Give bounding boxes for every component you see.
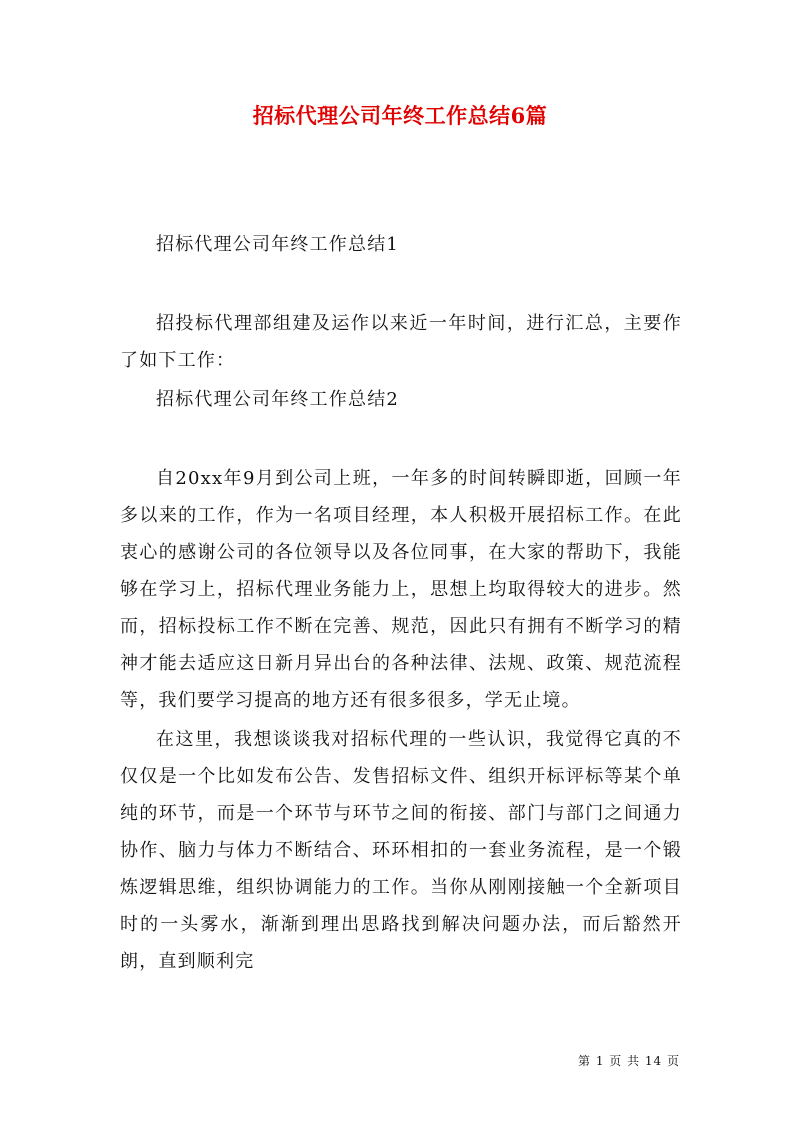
section-heading-2: 招标代理公司年终工作总结2 bbox=[156, 389, 400, 410]
section-heading-1: 招标代理公司年终工作总结1 bbox=[156, 234, 400, 255]
paragraph-body-2: 在这里，我想谈谈我对招标代理的一些认识，我觉得它真的不仅仅是一个比如发布公告、发售招标文件、组织开标评标等某个单纯的环节，而是一个环节与环节之间的衔接、部门与部门之间通力协作、脑力与体力不断结合、环环相扣的一套业务流程，是一个锻炼逻辑思维，组织协调能力的工作。当你从刚刚接触一个全新项目时的一头雾水，渐渐到理出思路找到解决问题办法，而后豁然开朗，直到顺利完 bbox=[120, 729, 682, 972]
page-footer: 第 1 页 共 14 页 bbox=[578, 1054, 680, 1068]
document-body bbox=[120, 226, 682, 980]
paragraph-intro: 招投标代理部组建及运作以来近一年时间，进行汇总，主要作了如下工作： bbox=[120, 313, 682, 371]
document-title: 招标代理公司年终工作总结6篇 bbox=[252, 103, 548, 128]
paragraph-body-1: 自20xx年9月到公司上班，一年多的时间转瞬即逝，回顾一年多以来的工作，作为一名项目经理，本人积极开展招标工作。在此衷心的感谢公司的各位领导以及各位同事，在大家的帮助下，我能够在学习上，招标代理业务能力上，思想上均取得较大的进步。然而，招标投标工作不断在完善、规范，因此只有拥有不断学习的精神才能去适应这日新月异出台的各种法律、法规、政策、规范流程等，我们要学习提高的地方还有很多很多，学无止境。 bbox=[120, 468, 682, 711]
